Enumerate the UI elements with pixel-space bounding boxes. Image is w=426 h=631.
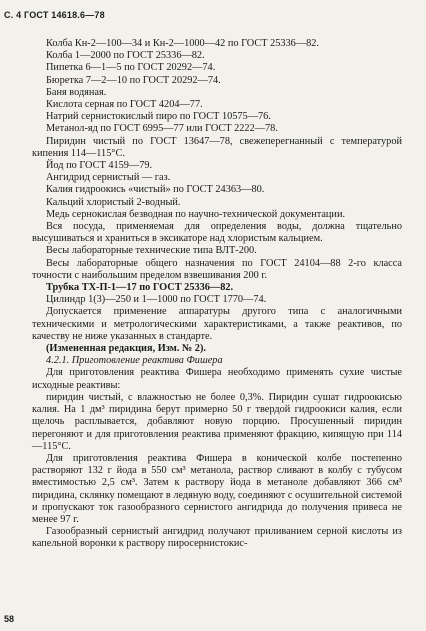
item-methanol: Метанол-яд по ГОСТ 6995—77 или ГОСТ 2222—78. [46, 123, 278, 135]
item-iodine: Йод по ГОСТ 4159—79. [46, 160, 153, 172]
item-scales-general: Весы лабораторные общего назначения по ГОСТ 24104—88 2-го класса точности с наибольшим пределом взвешивания 200 г. [32, 257, 402, 281]
item-sulfuric-acid: Кислота серная по ГОСТ 4204—77. [46, 99, 203, 111]
item-cylinder: Цилиндр 1(3)—250 и 1—1000 по ГОСТ 1770—74. [46, 294, 267, 306]
item-pyridine: Пиридин чистый по ГОСТ 13647—78, свежеперегнанный с температурой кипения 114—115°С. [32, 135, 402, 159]
amendment-note: (Измененная редакция, Изм. № 2). [46, 343, 206, 355]
page-number: 58 [4, 614, 15, 624]
item-copper-sulfate: Медь сернокислая безводная по научно-технической документации. [46, 208, 346, 220]
page-header: С. 4 ГОСТ 14618.6—78 [4, 10, 105, 20]
item-tube: Трубка ТХ-П-1—17 по ГОСТ 25336—82. [46, 282, 234, 294]
item-water-bath: Баня водяная. [46, 86, 107, 98]
item-flask-1: Колба 1—2000 по ГОСТ 25336—82. [46, 50, 205, 62]
paragraph-glassware: Вся посуда, применяемая для определения воды, должна тщательно высушиваться и храниться в эксикаторе над хлористым кальцием. [32, 221, 402, 245]
item-potassium-hydroxide: Калия гидроокись «чистый» по ГОСТ 24363—80. [46, 184, 265, 196]
paragraph-sulfur-dioxide: Газообразный сернистый ангидрид получают приливанием серной кислоты из капельной воронки к раствору пиросернистокис- [32, 526, 402, 550]
item-sulfur-dioxide: Ангидрид сернистый — газ. [46, 172, 171, 184]
page-body [32, 38, 402, 551]
item-pipette: Пипетка 6—1—5 по ГОСТ 20292—74. [46, 62, 216, 74]
paragraph-pyridine-drying: пиридин чистый, с влажностью не более 0,3%. Пиридин сушат гидроокисью калия. На 1 дм³ пиридина берут примерно 50 г твердой гидроокиси калия, если щелочь расплывается, добавляют новую порцию. Просушенный пиридин перегоняют и для приготовления реактива применяют фракцию, кипящую при 114—115°С. [32, 391, 402, 452]
item-burette: Бюретка 7—2—10 по ГОСТ 20292—74. [46, 74, 221, 86]
item-sodium-pyrosulfite: Натрий сернистокислый пиро по ГОСТ 10575—76. [46, 111, 271, 123]
paragraph-fischer-preparation: Для приготовления реактива Фишера в конической колбе постепенно растворяют 132 г йода в 550 см³ метанола, раствор сливают в колбу с тубусом вместимостью 2,5 см³. Затем к раствору йода в метаноле добавляют 366 см³ пиридина, склянку помещают в ледяную воду, соединяют с осушительной системой и пропускают ток газообразного сернистого ангидрида до получения привеса не менее 97 г. [32, 452, 402, 525]
paragraph-dry-reagents: Для приготовления реактива Фишера необходимо применять сухие чистые исходные реактивы: [32, 367, 402, 391]
item-calcium-chloride: Кальций хлористый 2-водный. [46, 196, 181, 208]
paragraph-substitution: Допускается применение аппаратуры другого типа с аналогичными техническими и метрологическими характеристиками, а также реактивов, по качеству не ниже указанных в стандарте. [32, 306, 402, 342]
item-scales-vlt: Весы лабораторные технические типа ВЛТ-200. [46, 245, 257, 257]
item-flask-kn2: Колба Кн-2—100—34 и Кн-2—1000—42 по ГОСТ 25336—82. [46, 38, 319, 49]
section-heading-4-2-1: 4.2.1. Приготовление реактива Фишера [46, 355, 223, 367]
